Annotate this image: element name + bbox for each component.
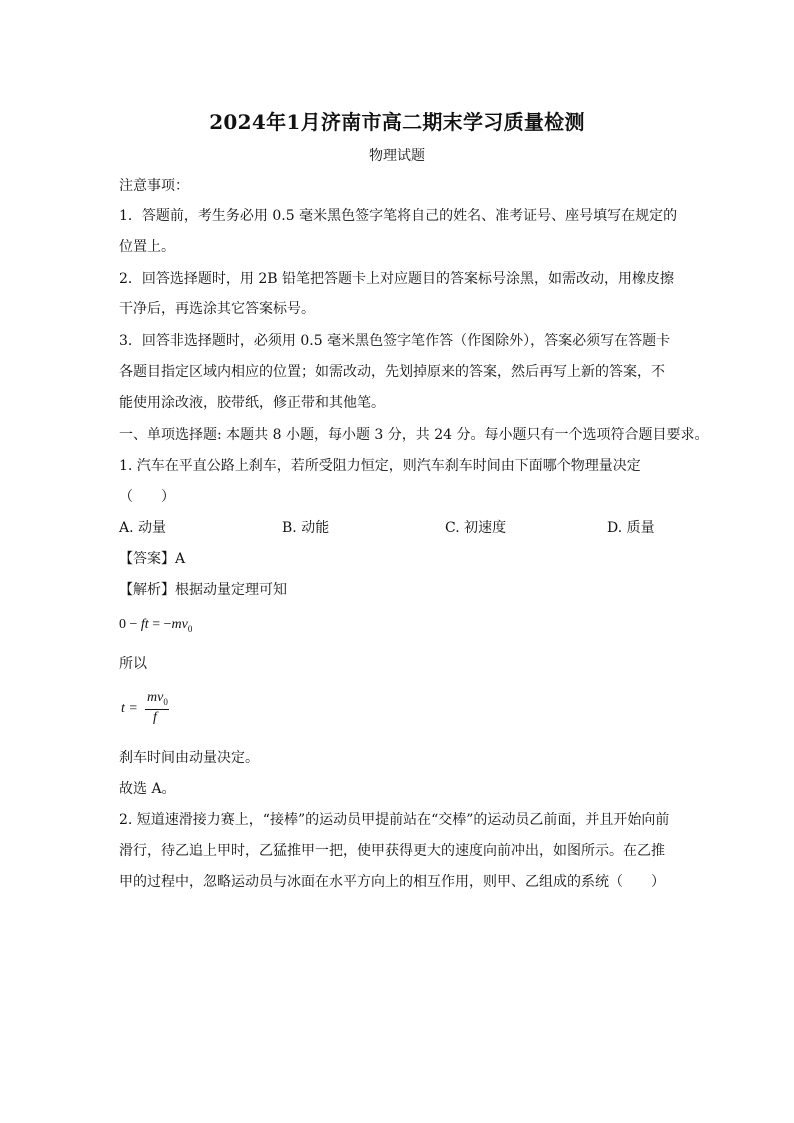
note-item-3: 3．回答非选择题时，必须用 0.5 毫米黑色签字笔作答（作图除外），答案必须写在答题卡 xyxy=(119,333,671,349)
equation-part: = − xyxy=(148,617,172,632)
note-item-2-cont: 干净后，再选涂其它答案标号。 xyxy=(119,301,315,317)
equation-part: 0 − xyxy=(119,617,141,632)
answer-label: 【答案】A xyxy=(119,551,186,567)
note-item-1-cont: 位置上。 xyxy=(119,239,175,255)
question-1-stem: 1. 汽车在平直公路上刹车，若所受阻力恒定，则汽车刹车时间由下面哪个物理量决定 xyxy=(119,458,641,474)
notes-heading: 注意事项： xyxy=(119,178,189,194)
question-2-stem: 2. 短道速滑接力赛上，“接棒”的运动员甲提前站在“交棒”的运动员乙前面，并且开始向前 xyxy=(119,812,670,828)
question-2-stem-cont2: 甲的过程中，忽略运动员与冰面在水平方向上的相互作用，则甲、乙组成的系统（ ） xyxy=(119,874,665,890)
option-a: A. 动量 xyxy=(119,520,167,536)
question-1-bracket: （ ） xyxy=(119,489,175,505)
page-subtitle: 物理试题 xyxy=(369,148,425,164)
note-item-3-cont2: 能使用涂改液，胶带纸，修正带和其他笔。 xyxy=(119,395,385,411)
fraction-numerator xyxy=(147,690,168,707)
fraction-denominator: f xyxy=(153,710,157,725)
equation-time-fraction xyxy=(121,690,201,730)
page-title: 2024年1月济南市高二期末学习质量检测 xyxy=(209,110,585,134)
choice-text: 故选 A。 xyxy=(119,781,176,797)
analysis-label: 【解析】根据动量定理可知 xyxy=(119,582,287,598)
fraction-lhs: t = xyxy=(121,701,138,716)
fraction-numerator-text: mv xyxy=(147,690,164,705)
note-item-1: 1．答题前，考生务必用 0.5 毫米黑色签字笔将自己的姓名、准考证号、座号填写在规定的 xyxy=(119,208,678,224)
option-b: B. 动能 xyxy=(282,520,330,536)
equation-part: mv xyxy=(171,617,188,632)
equation-subscript: 0 xyxy=(187,623,193,634)
fraction-numerator-subscript: 0 xyxy=(163,696,168,707)
equation-part: ft xyxy=(140,617,149,632)
fraction-bar xyxy=(145,709,169,710)
so-text: 所以 xyxy=(119,656,147,672)
option-c: C. 初速度 xyxy=(445,520,507,536)
equation-momentum xyxy=(119,615,679,639)
section-heading: 一、单项选择题: 本题共 8 小题，每小题 3 分，共 24 分。每小题只有一个选项符合题目要求。 xyxy=(119,427,709,443)
conclusion-text: 刹车时间由动量决定。 xyxy=(119,750,259,766)
note-item-3-cont: 各题目指定区域内相应的位置；如需改动，先划掉原来的答案，然后再写上新的答案，不 xyxy=(119,364,665,380)
question-2-stem-cont: 滑行，待乙追上甲时，乙猛推甲一把，使甲获得更大的速度向前冲出，如图所示。在乙推 xyxy=(119,843,665,859)
note-item-2: 2．回答选择题时，用 2B 铅笔把答题卡上对应题目的答案标号涂黑，如需改动，用橡皮擦 xyxy=(119,271,675,287)
option-d: D. 质量 xyxy=(607,520,655,536)
